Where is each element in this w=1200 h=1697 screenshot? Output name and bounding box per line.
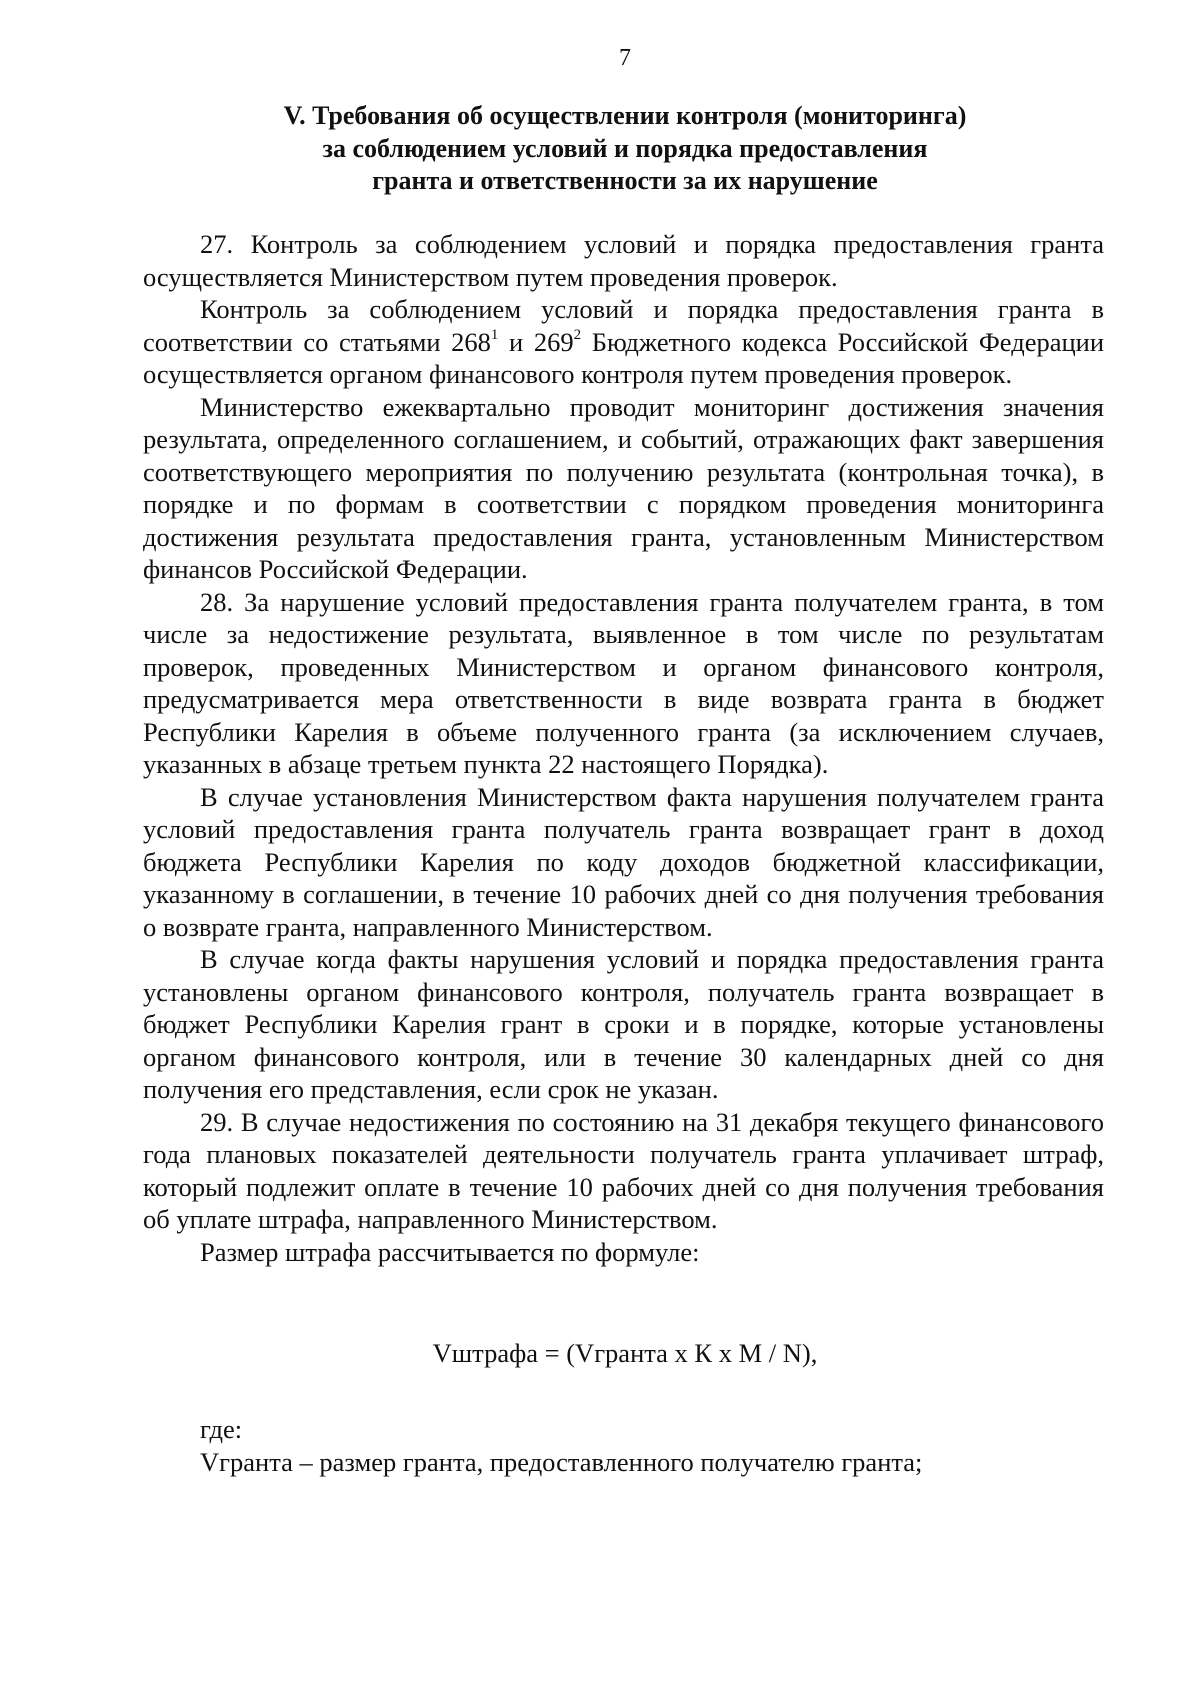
paragraph-29-formula-intro: Размер штрафа рассчитывается по формуле:	[200, 1236, 700, 1267]
paragraph-27-financial-control-start: Контроль за соблюдением условий и порядка предоставления гранта в соответствии со статьями 268	[143, 294, 1104, 357]
paragraph-27-monitoring: Министерство ежеквартально проводит мониторинг достижения значения результата, определенного соглашением, и событий, отражающих факт завершения соответствующего мероприятия по получению результата (контрольная точка), в порядке и по формам в соответствии с порядком проведения мониторинга достижения результата предоставления гранта, установленным Министерством финансов Российской Федерации.	[143, 391, 1104, 584]
paragraph-28-control-return: В случае когда факты нарушения условий и порядка предоставления гранта установлены органом финансового контроля, получатель гранта возвращает в бюджет Республики Карелия грант в сроки и в порядке, которые установлены органом финансового контроля, или в течение 30 календарных дней со дня получения его представления, если срок не указан.	[143, 944, 1104, 1104]
paragraph-29: 29. В случае недостижения по состоянию на 31 декабря текущего финансового года плановых показателей деятельности получатель гранта уплачивает штраф, который подлежит оплате в течение 10 рабочих дней со дня получения требования об уплате штрафа, направленного Министерством.	[143, 1106, 1104, 1234]
section-heading-line-1: V. Требования об осуществлении контроля (мониторинга)	[283, 101, 967, 130]
paragraph-27-financial-control-end: Бюджетного кодекса Российской Федерации осуществляется органом финансового контроля путем проведения проверок.	[143, 326, 1105, 389]
paragraph-28: 28. За нарушение условий предоставления гранта получателем гранта, в том числе за недостижение результата, выявленное в том числе по результатам проверок, проведенных Министерством и органом финансового контроля, предусматривается мера ответственности в виде возврата гранта в бюджет Республики Карелия в объеме полученного гранта (за исключением случаев, указанных в абзаце третьем пункта 22 настоящего Порядка).	[143, 586, 1104, 779]
formula-definitions	[143, 1413, 1104, 1478]
paragraph-28-ministry-return: В случае установления Министерством факта нарушения получателем гранта условий предоставления гранта получатель гранта возвращает грант в доход бюджета Республики Карелия по коду доходов бюджетной классификации, указанному в соглашении, в течение 10 рабочих дней со дня получения требования о возврате гранта, направленного Министерством.	[143, 781, 1104, 942]
definition-vgranta: Vгранта – размер гранта, предоставленного получателю гранта;	[200, 1446, 923, 1477]
section-heading-line-3: гранта и ответственности за их нарушение	[372, 166, 878, 195]
page-number: 7	[619, 45, 631, 71]
definitions-where: где:	[200, 1414, 243, 1444]
section-heading-line-2: за соблюдением условий и порядка предоставления	[322, 133, 928, 163]
paragraph-27-financial-control	[143, 293, 1104, 391]
paragraph-27: 27. Контроль за соблюдением условий и порядка предоставления гранта осуществляется Министерством путем проведения проверок.	[143, 229, 1104, 292]
superscript-2: 2	[573, 326, 582, 343]
section-heading	[180, 100, 1070, 198]
fine-formula: Vштрафа = (Vгранта x К x М / N),	[432, 1338, 818, 1368]
paragraph-27-financial-control-mid: и 269	[498, 326, 574, 357]
superscript-1: 1	[490, 326, 499, 343]
body-text	[143, 228, 1104, 1268]
